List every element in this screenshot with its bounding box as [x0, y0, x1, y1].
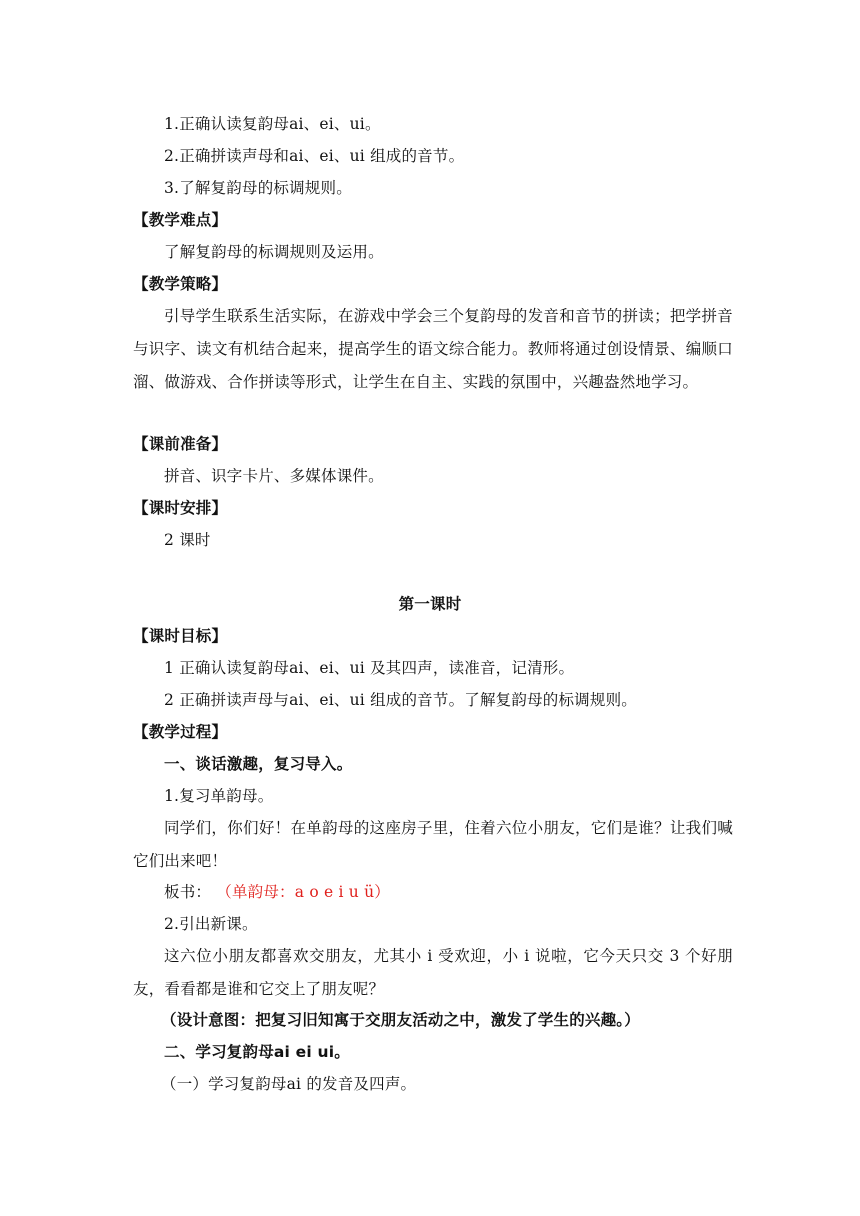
preparation-heading: 【课前准备】 — [133, 435, 228, 453]
strategy-heading: 【教学策略】 — [133, 275, 228, 293]
lesson-goal-2: 2 正确拼读声母与ai、ei、ui 组成的音节。了解复韵母的标调规则。 — [164, 691, 637, 709]
step1-text: 同学们，你们好！在单韵母的这座房子里，住着六位小朋友，它们是谁？让我们喊它们出来吧！ — [133, 819, 733, 870]
step2-text: 这六位小朋友都喜欢交朋友，尤其小 i 受欢迎，小 i 说啦，它今天只交 3 个好朋友，看看都是谁和它交上了朋友呢？ — [133, 947, 733, 998]
schedule-heading: 【课时安排】 — [133, 499, 228, 517]
objective-1: 1.正确认读复韵母ai、ei、ui。 — [164, 115, 381, 133]
lesson-goal-1: 1 正确认读复韵母ai、ei、ui 及其四声，读准音，记清形。 — [164, 659, 575, 677]
lesson-goals-heading: 【课时目标】 — [133, 627, 228, 645]
process-heading: 【教学过程】 — [133, 723, 228, 741]
sub1-title: （一）学习复韵母ai 的发音及四声。 — [161, 1075, 417, 1093]
difficulty-text: 了解复韵母的标调规则及运用。 — [164, 243, 384, 261]
section2-title: 二、学习复韵母ai ei ui。 — [164, 1043, 350, 1061]
section1-title: 一、谈话激趣，复习导入。 — [164, 755, 353, 773]
objective-3: 3.了解复韵母的标调规则。 — [164, 179, 352, 197]
lesson-title: 第一课时 — [398, 595, 462, 613]
board-line — [164, 882, 390, 902]
design-intent: （设计意图：把复习旧知寓于交朋友活动之中，激发了学生的兴趣。） — [161, 1011, 640, 1029]
schedule-text: 2 课时 — [164, 531, 211, 549]
preparation-text: 拼音、识字卡片、多媒体课件。 — [164, 467, 384, 485]
step2-title: 2.引出新课。 — [164, 915, 258, 933]
difficulty-heading: 【教学难点】 — [133, 211, 228, 229]
strategy-text: 引导学生联系生活实际，在游戏中学会三个复韵母的发音和音节的拼读；把学拼音与识字、读文有机结合起来，提高学生的语文综合能力。教师将通过创设情景、编顺口溜、做游戏、合作拼读等形式，让学生在自主、实践的氛围中，兴趣盎然地学习。 — [133, 307, 733, 391]
objective-2: 2.正确拼读声母和ai、ei、ui 组成的音节。 — [164, 147, 465, 165]
board-label: 板书： — [164, 883, 212, 901]
step1-title: 1.复习单韵母。 — [164, 787, 274, 805]
board-content: （单韵母：a o e i u ü） — [216, 883, 390, 901]
